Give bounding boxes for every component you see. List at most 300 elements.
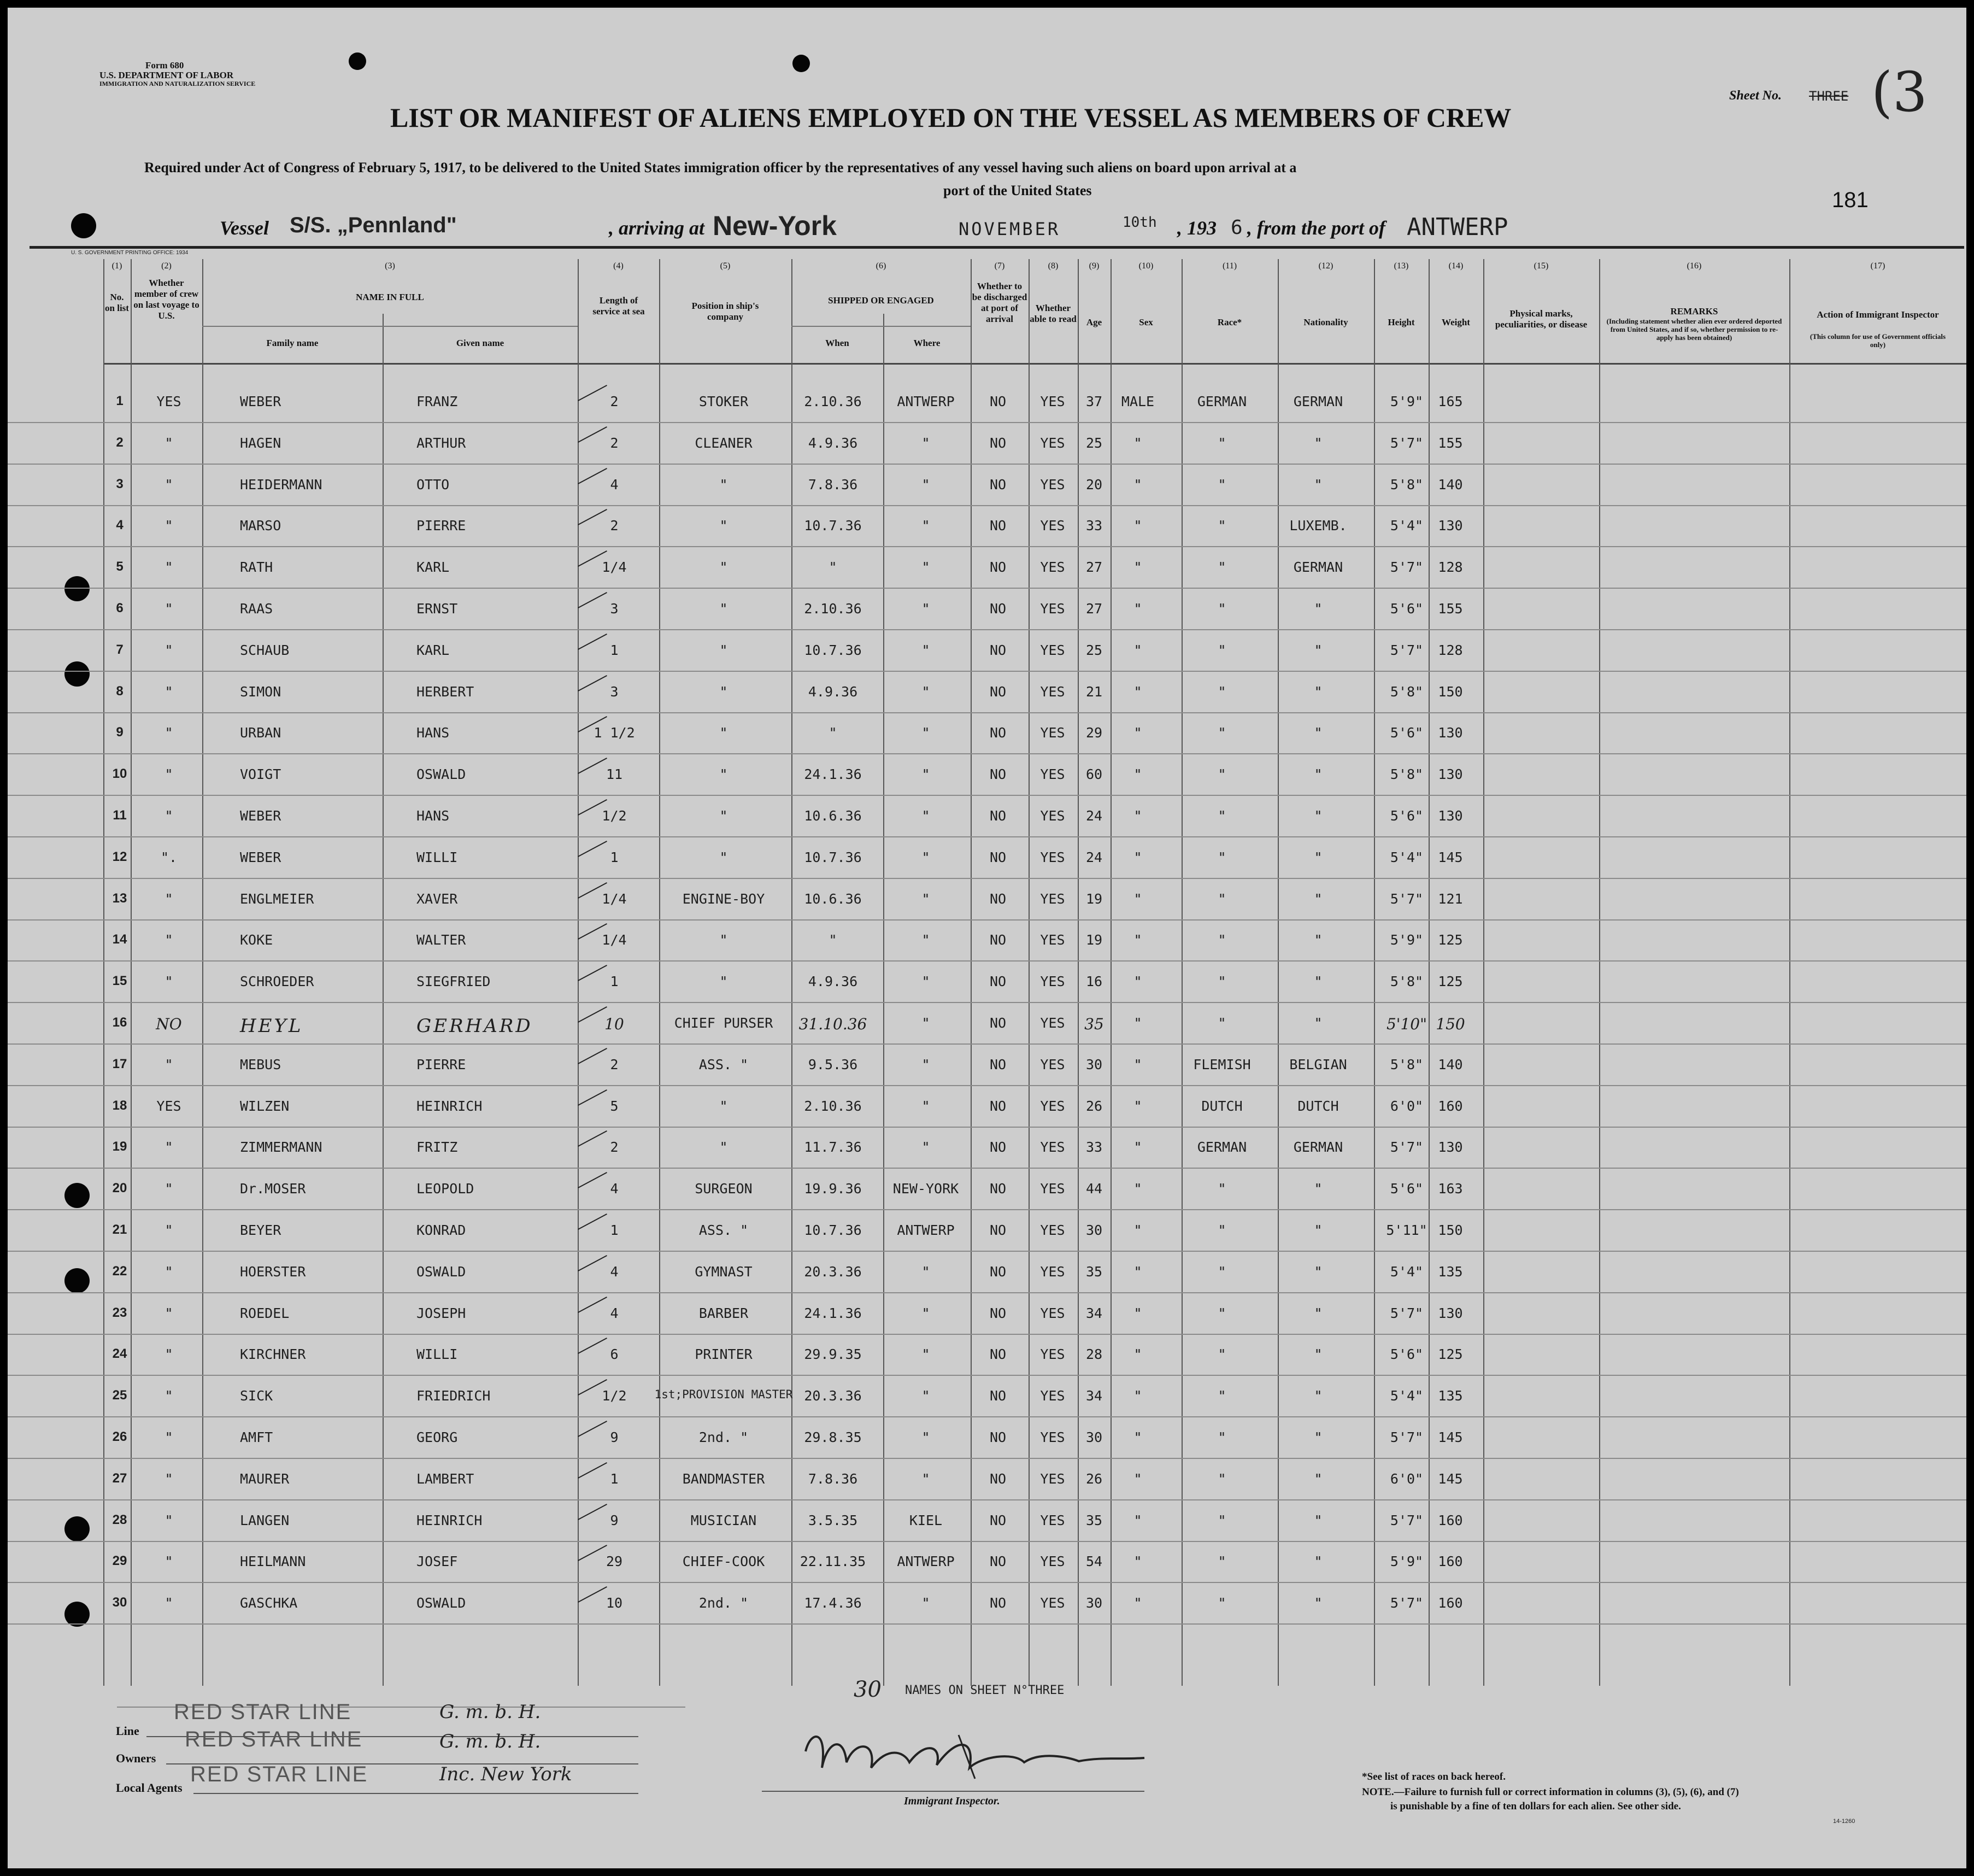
position: BANDMASTER (682, 1471, 765, 1487)
service-length: 3 (610, 601, 619, 617)
sex: " (1133, 725, 1142, 741)
last-voyage: " (164, 932, 173, 948)
last-voyage: " (164, 1471, 173, 1487)
col-head-nationality: Nationality (1303, 317, 1348, 327)
row-number: 26 (112, 1429, 127, 1444)
age: 30 (1085, 1429, 1103, 1445)
last-voyage: " (164, 601, 173, 617)
able-to-read: YES (1040, 1553, 1065, 1569)
col-head-inspector-note: (This column for use of Government officials only) (1810, 332, 1946, 349)
last-voyage: " (164, 1181, 173, 1197)
height: 6'0" (1390, 1098, 1424, 1114)
able-to-read: YES (1040, 891, 1065, 907)
height: 5'4" (1390, 1388, 1424, 1404)
nationality: " (1314, 1429, 1323, 1445)
family-name: URBAN (240, 725, 281, 741)
row-number: 7 (116, 642, 124, 657)
position: " (719, 932, 728, 948)
nationality: " (1314, 1015, 1323, 1031)
given-name: LEOPOLD (416, 1181, 474, 1197)
col-sep (1078, 259, 1079, 1686)
last-voyage: " (164, 642, 173, 658)
family-name: WEBER (240, 849, 281, 865)
family-name: WEBER (240, 808, 281, 824)
inspector-signature (795, 1719, 1177, 1795)
col-head-inspector: Action of Immigrant Inspector (1817, 309, 1939, 320)
row-rule (8, 712, 1966, 713)
discharged: NO (989, 766, 1007, 782)
discharged: NO (989, 891, 1007, 907)
discharged: NO (989, 1305, 1007, 1321)
col-num: (11) (1222, 261, 1237, 271)
check-mark (578, 1545, 607, 1561)
height: 5'7" (1390, 1305, 1424, 1321)
col-num: (4) (613, 261, 624, 271)
row-number: 19 (112, 1139, 127, 1154)
last-voyage: " (164, 1595, 173, 1611)
shipped-where: " (921, 932, 930, 948)
shipped-where: " (921, 435, 930, 451)
form-number: Form 680 (145, 60, 184, 71)
discharged: NO (989, 1057, 1007, 1072)
nationality: " (1314, 891, 1323, 907)
position: MUSICIAN (690, 1512, 757, 1528)
row-rule (8, 1085, 1966, 1086)
punch-hole (71, 213, 96, 238)
weight: 145 (1438, 849, 1463, 865)
able-to-read: YES (1040, 1346, 1065, 1362)
family-name: GASCHKA (240, 1595, 298, 1611)
row-number: 2 (116, 435, 124, 450)
family-name: WILZEN (240, 1098, 290, 1114)
nationality: LUXEMB. (1289, 518, 1347, 534)
position: " (719, 559, 728, 575)
discharged: NO (989, 1098, 1007, 1114)
shipped-when: 7.8.36 (808, 1471, 858, 1487)
col-sep (659, 259, 660, 1686)
last-voyage: " (164, 974, 173, 989)
shipped-when: " (829, 725, 837, 741)
shipped-when: 10.7.36 (804, 1222, 862, 1238)
col-num: (12) (1318, 261, 1333, 271)
sex: " (1133, 1595, 1142, 1611)
nationality: " (1314, 974, 1323, 989)
nationality: GERMAN (1293, 1139, 1343, 1155)
arriving-port: New-York (713, 210, 837, 241)
able-to-read: YES (1040, 1471, 1065, 1487)
discharged: NO (989, 518, 1007, 534)
row-rule (8, 588, 1966, 589)
weight: 130 (1438, 766, 1463, 782)
sex: " (1133, 559, 1142, 575)
position: " (719, 1098, 728, 1114)
position: " (719, 766, 728, 782)
shipped-when: 3.5.35 (808, 1512, 858, 1528)
sheet-value: THREE (1809, 89, 1849, 104)
service-length: 1/2 (602, 808, 627, 824)
last-voyage: " (164, 1429, 173, 1445)
family-name: SICK (240, 1388, 273, 1404)
nationality: " (1314, 601, 1323, 617)
able-to-read: YES (1040, 477, 1065, 493)
race: " (1218, 891, 1226, 907)
last-voyage: " (164, 477, 173, 493)
race: " (1218, 518, 1226, 534)
age: 25 (1085, 642, 1103, 658)
row-number: 21 (112, 1222, 127, 1237)
race: " (1218, 1429, 1226, 1445)
col-head-name: NAME IN FULL (356, 292, 424, 302)
shipped-when: 2.10.36 (804, 394, 862, 409)
nationality: " (1314, 1553, 1323, 1569)
row-rule (8, 1499, 1966, 1500)
race: " (1218, 1512, 1226, 1528)
nationality: " (1314, 642, 1323, 658)
height: 5'8" (1390, 974, 1424, 989)
shipped-where: " (921, 1471, 930, 1487)
col-head-shipped: SHIPPED OR ENGAGED (828, 295, 934, 306)
race: " (1218, 601, 1226, 617)
punch-hole (64, 576, 90, 601)
nationality: " (1314, 725, 1323, 741)
sex: " (1133, 1553, 1142, 1569)
shipped-where: " (921, 849, 930, 865)
weight: 165 (1438, 394, 1463, 409)
col-head-position: Position in ship's company (691, 301, 759, 322)
punch-hole (64, 1516, 90, 1541)
note-label: NOTE. (1362, 1786, 1394, 1798)
check-mark (578, 1338, 607, 1354)
col-head-race: Race* (1217, 317, 1242, 327)
row-rule (8, 919, 1966, 921)
service-length: 1 1/2 (594, 725, 635, 741)
punch-hole (64, 1183, 90, 1208)
weight: 130 (1438, 808, 1463, 824)
discharged: NO (989, 808, 1007, 824)
col-sep (383, 314, 384, 1686)
row-rule (8, 505, 1966, 506)
last-voyage: " (164, 1057, 173, 1072)
height: 5'10" (1386, 1015, 1427, 1033)
race: " (1218, 1346, 1226, 1362)
given-name: FRITZ (416, 1139, 458, 1155)
weight: 150 (1436, 1015, 1465, 1033)
weight: 128 (1438, 559, 1463, 575)
age: 19 (1085, 932, 1103, 948)
race: " (1218, 932, 1226, 948)
able-to-read: YES (1040, 1595, 1065, 1611)
service-length: 6 (610, 1346, 619, 1362)
able-to-read: YES (1040, 932, 1065, 948)
position: BARBER (698, 1305, 749, 1321)
discharged: NO (989, 1346, 1007, 1362)
age: 34 (1085, 1388, 1103, 1404)
shipped-where: " (921, 601, 930, 617)
age: 24 (1085, 849, 1103, 865)
row-number: 25 (112, 1388, 127, 1403)
last-voyage: " (164, 1512, 173, 1528)
position: 1st;PROVISION MASTER (654, 1388, 793, 1401)
col-head-discharged: Whether to be discharged at port of arrival (972, 281, 1027, 324)
col-head-service: Length of service at sea (592, 295, 645, 316)
col-sep (1182, 259, 1183, 1686)
check-mark (578, 1213, 607, 1230)
year-prefix: , 193 (1177, 217, 1217, 239)
sex: " (1133, 766, 1142, 782)
family-name: MAURER (240, 1471, 290, 1487)
shipped-where: " (921, 808, 930, 824)
height: 5'7" (1390, 642, 1424, 658)
row-number: 1 (116, 394, 124, 408)
nationality: " (1314, 1512, 1323, 1528)
discharged: NO (989, 477, 1007, 493)
punch-hole (349, 52, 366, 70)
note-text1: —Failure to furnish full or correct information in columns (3), (5), (6), and (7) (1394, 1786, 1739, 1798)
printing-office: U. S. GOVERNMENT PRINTING OFFICE: 1934 (71, 250, 189, 256)
age: 33 (1085, 1139, 1103, 1155)
shipped-where: " (921, 1015, 930, 1031)
sex: " (1133, 974, 1142, 989)
arrival-month: NOVEMBER (959, 219, 1061, 239)
position: " (719, 601, 728, 617)
nationality: " (1314, 477, 1323, 493)
given-name: OTTO (416, 477, 450, 493)
shipped-when: 4.9.36 (808, 684, 858, 700)
weight: 121 (1438, 891, 1463, 907)
col-sep (1374, 259, 1375, 1686)
position: STOKER (698, 394, 749, 409)
position: ENGINE-BOY (682, 891, 765, 907)
weight: 160 (1438, 1553, 1463, 1569)
given-name: HEINRICH (416, 1512, 483, 1528)
weight: 125 (1438, 1346, 1463, 1362)
row-number: 8 (116, 684, 124, 699)
last-voyage: " (164, 725, 173, 741)
age: 21 (1085, 684, 1103, 700)
family-name: Dr.MOSER (240, 1181, 306, 1197)
col-sep (103, 259, 104, 1686)
row-rule (8, 1623, 1966, 1625)
weight: 128 (1438, 642, 1463, 658)
last-voyage: " (164, 1139, 173, 1155)
service-length: 5 (610, 1098, 619, 1114)
col-head-height: Height (1388, 317, 1415, 327)
able-to-read: YES (1040, 1264, 1065, 1280)
race: " (1218, 477, 1226, 493)
row-rule (8, 1541, 1966, 1542)
race: " (1218, 1595, 1226, 1611)
col-head-read: Whether able to read (1030, 303, 1077, 324)
shipped-where: " (921, 1346, 930, 1362)
sex: " (1133, 601, 1142, 617)
sex: " (1133, 808, 1142, 824)
nationality: " (1314, 1388, 1323, 1404)
check-mark (578, 1421, 607, 1437)
weight: 150 (1438, 684, 1463, 700)
position: " (719, 974, 728, 989)
check-mark (578, 675, 607, 691)
family-name: AMFT (240, 1429, 273, 1445)
family-name: MARSO (240, 518, 281, 534)
family-name: KIRCHNER (240, 1346, 306, 1362)
shipped-when: 10.6.36 (804, 891, 862, 907)
race: " (1218, 808, 1226, 824)
shipped-where: " (921, 1057, 930, 1072)
given-name: ERNST (416, 601, 458, 617)
shipped-subheader-rule (791, 326, 971, 327)
last-voyage: YES (156, 1098, 181, 1114)
age: 26 (1085, 1098, 1103, 1114)
weight: 135 (1438, 1264, 1463, 1280)
discharged: NO (989, 1139, 1007, 1155)
row-number: 30 (112, 1595, 127, 1610)
service-length: 2 (610, 1139, 619, 1155)
service-length: 1 (610, 642, 619, 658)
col-head-weight: Weight (1442, 317, 1470, 327)
weight: 155 (1438, 435, 1463, 451)
shipped-when: " (829, 932, 837, 948)
age: 29 (1085, 725, 1103, 741)
race: DUTCH (1201, 1098, 1243, 1114)
sex: " (1133, 1264, 1142, 1280)
punch-hole (64, 661, 90, 687)
sex: " (1133, 1222, 1142, 1238)
service-length: 4 (610, 477, 619, 493)
shipped-when: 10.6.36 (804, 808, 862, 824)
given-name: GERHARD (416, 1015, 533, 1037)
age: 26 (1085, 1471, 1103, 1487)
race: " (1218, 1181, 1226, 1197)
row-number: 6 (116, 601, 124, 615)
shipped-where: " (921, 642, 930, 658)
shipped-when: 22.11.35 (800, 1553, 866, 1569)
row-number: 10 (112, 766, 127, 781)
nationality: " (1314, 435, 1323, 451)
shipped-where: " (921, 766, 930, 782)
height: 5'7" (1390, 559, 1424, 575)
last-voyage: " (164, 808, 173, 824)
given-name: HERBERT (416, 684, 474, 700)
shipped-when: 9.5.36 (808, 1057, 858, 1072)
height: 5'7" (1390, 1595, 1424, 1611)
family-name: KOKE (240, 932, 273, 948)
agents-rule (193, 1793, 638, 1794)
col-num: (2) (161, 261, 172, 271)
age: 30 (1085, 1222, 1103, 1238)
height: 5'9" (1390, 932, 1424, 948)
check-mark (578, 1006, 607, 1023)
col-sep (1111, 259, 1112, 1686)
agents-stamp: RED STAR LINE (190, 1762, 368, 1786)
shipped-when: 24.1.36 (804, 766, 862, 782)
service-length: 1 (610, 1222, 619, 1238)
last-voyage: " (164, 1346, 173, 1362)
shipped-where: " (921, 559, 930, 575)
given-name: HANS (416, 808, 450, 824)
discharged: NO (989, 1553, 1007, 1569)
year-digit: 6 (1231, 216, 1243, 239)
height: 5'4" (1390, 1264, 1424, 1280)
col-num: (8) (1048, 261, 1059, 271)
weight: 125 (1438, 932, 1463, 948)
department: U.S. DEPARTMENT OF LABOR (99, 70, 234, 80)
row-number: 28 (112, 1512, 127, 1527)
nationality: BELGIAN (1289, 1057, 1347, 1072)
col-num: (5) (720, 261, 731, 271)
last-voyage: " (164, 891, 173, 907)
discharged: NO (989, 394, 1007, 409)
service-length: 10 (604, 1015, 624, 1033)
table-top-rule (30, 246, 1964, 249)
row-number: 11 (113, 808, 127, 823)
service: IMMIGRATION AND NATURALIZATION SERVICE (99, 80, 256, 87)
age: 28 (1085, 1346, 1103, 1362)
shipped-when: 24.1.36 (804, 1305, 862, 1321)
discharged: NO (989, 1595, 1007, 1611)
discharged: NO (989, 1264, 1007, 1280)
nationality: " (1314, 1222, 1323, 1238)
shipped-where: ANTWERP (897, 1553, 955, 1569)
discharged: NO (989, 1015, 1007, 1031)
shipped-when: 4.9.36 (808, 974, 858, 989)
shipped-where: " (921, 518, 930, 534)
service-length: 1 (610, 974, 619, 989)
weight: 160 (1438, 1512, 1463, 1528)
check-mark (578, 1297, 607, 1313)
owners-label: Owners (116, 1751, 156, 1765)
last-voyage: " (164, 1553, 173, 1569)
race: GERMAN (1197, 1139, 1247, 1155)
able-to-read: YES (1040, 766, 1065, 782)
family-name: VOIGT (240, 766, 281, 782)
given-name: OSWALD (416, 1595, 466, 1611)
col-sep (1483, 259, 1484, 1686)
given-name: PIERRE (416, 1057, 466, 1072)
col-head-remarks: REMARKS (1670, 306, 1718, 316)
punch-hole (792, 55, 810, 72)
given-name: XAVER (416, 891, 458, 907)
note-line1 (1362, 1786, 1739, 1798)
weight: 160 (1438, 1595, 1463, 1611)
able-to-read: YES (1040, 1015, 1065, 1031)
row-number: 14 (112, 932, 127, 947)
row-number: 9 (116, 725, 124, 740)
inspector-rule (762, 1791, 1144, 1792)
position: ASS. " (698, 1057, 749, 1072)
given-name: KONRAD (416, 1222, 466, 1238)
col-num: (9) (1089, 261, 1100, 271)
service-length: 29 (606, 1553, 623, 1569)
race: " (1218, 1264, 1226, 1280)
service-length: 3 (610, 684, 619, 700)
weight: 155 (1438, 601, 1463, 617)
service-length: 2 (610, 394, 619, 409)
row-rule (8, 836, 1966, 837)
weight: 130 (1438, 725, 1463, 741)
sheet-hand-number: (3 (1871, 60, 1928, 124)
race: " (1218, 1471, 1226, 1487)
height: 5'8" (1390, 684, 1424, 700)
inspector-label: Immigrant Inspector. (904, 1795, 1000, 1807)
discharged: NO (989, 849, 1007, 865)
row-number: 24 (112, 1346, 127, 1361)
nationality: " (1314, 808, 1323, 824)
age: 25 (1085, 435, 1103, 451)
able-to-read: YES (1040, 1098, 1065, 1114)
family-name: SCHROEDER (240, 974, 314, 989)
age: 33 (1085, 518, 1103, 534)
col-sep (131, 259, 132, 1686)
